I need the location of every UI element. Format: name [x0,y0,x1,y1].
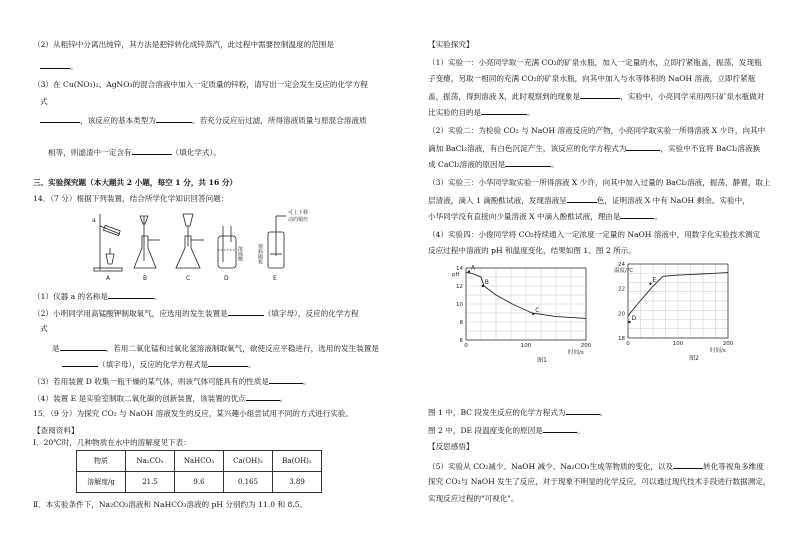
answer-blank[interactable] [481,106,527,115]
q13-3-line-3: ，该反应的基本类型为 。若充分反应后过滤，所得溶液质量与原混合溶液质 [40,114,367,126]
point-label: B [484,279,489,286]
y-tick-label: 12 [456,284,463,290]
point-marker [649,283,651,285]
r-line: 探究 CO₂与 NaOH 发生了反应，对于现象不明显的化学反应，可以通过现代技术手段进行数据测定， [428,477,771,486]
table-cell: Na₂CO₃ [126,451,175,472]
apparatus-e [257,209,308,268]
label-c: C [186,275,191,282]
answer-blank[interactable] [156,114,192,123]
answer-blank[interactable] [108,290,154,299]
x-tick-label: 100 [672,341,684,347]
apparatus-a [92,214,122,271]
q13-3-line-4: 相等，则滤渣中一定含有 （填化学式）。 [48,148,221,157]
answer-blank[interactable] [60,342,106,351]
svg-text:可上下移: 可上下移 [288,210,309,216]
x-tick-label: 0 [464,343,468,349]
y-axis-label: 温度/℃ [614,268,634,274]
chart-title: 图2 [689,355,699,362]
table-cell: 0.165 [224,472,273,493]
y-tick-label: 20 [618,311,625,318]
r-line: 小华同学没有直接向少量溶液 X 中滴入酚酞试液，理由是 。 [428,212,663,221]
table-cell: Ba(OH)₂ [273,451,322,472]
r-line: 层清液，滴入 1 滴酚酞试液，发现溶液呈 色，证明溶液 X 中有 NaOH 剩余。实验中， [428,196,750,205]
r-line: 实现反应过程的"可视化"。 [428,494,519,503]
table-row [77,472,322,493]
svg-text:塑料隔板: 塑料隔板 [257,244,263,264]
y-tick-label: 24 [618,262,625,268]
svg-text:a: a [92,217,96,224]
table-cell: 物质 [77,451,126,472]
q14-4: （4）装置 E 是实验室制取二氧化碳的创新装置，该装置的优点 。 [33,394,288,403]
answer-blank[interactable] [269,375,303,384]
q13-3-line-2: 式 [40,97,48,106]
q14-3: （3）若用装置 D 收集一瓶干燥的某气体，则该气体可能具有的性质是 。 [33,377,311,386]
answer-blank[interactable] [567,194,597,203]
r-line: 盖，振荡，得到溶液 X，此时观察到的现象是 ，实验中，小亮同学采用两只矿泉水瓶做对 [428,92,765,101]
section-explore: 【实验探究】 [428,40,474,49]
table-cell: 溶解度/g [77,472,126,493]
svg-text:浓硫酸: 浓硫酸 [237,246,243,261]
ref-2: Ⅱ．本实验条件下，Na₂CO₃溶液和 NaHCO₃溶液的 pH 分别约为 11.0 和 8.5。 [33,500,308,509]
temperature-chart [600,258,750,366]
label-e: E [273,275,277,282]
q14-2-line-2: 式 [40,324,48,333]
x-tick-label: 200 [722,341,734,347]
apparatus-labels [106,275,277,282]
q15-title: 15．（9 分）为探究 CO₂ 与 NaOH 溶液发生的反应，某兴趣小组尝试用不同的方式进行实验。 [33,409,354,418]
x-tick-label: 0 [626,341,630,347]
svg-text:动的铜丝: 动的铜丝 [288,217,309,223]
table-cell: 21.5 [126,472,175,493]
answer-blank[interactable] [246,392,280,401]
q14-2: （2）小明同学用高锰酸钾制取氧气，应选用的发生装置是 （填字母），反应的化学方程 [33,309,359,318]
point-label: E [652,276,657,284]
apparatus-d [218,226,243,268]
answer-blank[interactable] [673,460,703,469]
point-marker [628,321,630,323]
r-line: 子变瘪，另取一相同的充满 CO₂的矿泉水瓶，向其中加入与水等体积的 NaOH 溶液，立即拧紧瓶 [428,74,756,83]
y-tick-label: 6 [459,338,463,344]
apparatus-c [176,214,204,268]
table-cell: 3.89 [273,472,322,493]
answer-blank[interactable] [620,210,654,219]
r-line: （3）实验三：小华同学取实验一所得溶液 X 少许，向其中加入过量的 BaCl₂溶液，振荡，静置，取上 [428,178,771,187]
label-a: A [106,275,111,282]
solubility-table [76,450,322,493]
r-line: （1）实验一：小亮同学取一充满 CO₂的矿泉水瓶，加入一定量的水，立即拧紧瓶盖，振荡，发现瓶 [428,58,762,67]
point-marker [468,270,470,272]
point-label: A [471,264,476,272]
x-tick-label: 200 [580,343,592,349]
x-axis-label: 时间/s [710,348,726,354]
answer-blank[interactable] [40,114,80,123]
table-cell: 9.6 [175,472,224,493]
table-row [77,451,322,472]
r-line: 图 1 中，BC 段发生反应的化学方程式为 。 [428,408,608,417]
ref-title: 【查阅资料】 [33,426,79,435]
reflection-title: 【反思感悟】 [428,442,474,451]
ph-chart [444,262,614,366]
answer-blank[interactable] [566,406,600,415]
table-cell: NaHCO₃ [175,451,224,472]
answer-blank[interactable] [208,358,248,367]
answer-blank[interactable] [580,90,620,99]
label-d: D [224,275,229,282]
r-line: （4）实验四：小俊同学将 CO₂持续通入一定浓度一定量的 NaOH 溶液中，用数字化实验技术测定 [428,230,761,239]
answer-blank[interactable] [40,60,70,69]
answer-blank[interactable] [132,146,172,155]
q14-1: （1）仪器 a 的名称是 。 [33,292,162,301]
q14-title: 14．（7 分）根据下列装置，结合所学化学知识回答问题： [33,194,229,203]
point-label: C [535,306,540,314]
section-3-title: 三、实验探究题（本大题共 2 小题，每空 1 分，共 16 分） [33,178,238,187]
chart-title: 图1 [537,357,547,364]
q14-2-line-4: （填字母），反应的化学方程式是 。 [62,358,256,370]
x-axis-label: 时间/s [568,350,584,356]
point-label: D [631,314,637,322]
r-line: （2）实验二：为检验 CO₂ 与 NaOH 溶液反应的产物，小亮同学取实验一所得溶液 X 少许，向其中 [428,126,766,135]
r-line: 成 CaCl₂溶液的原因是 。 [428,160,559,169]
point-marker [532,313,534,315]
answer-blank[interactable] [228,307,264,316]
answer-blank[interactable] [626,142,660,151]
y-axis-label: pH [452,272,460,278]
q13-2-line: （2）从粗锌中分离出纯锌，其方法是把锌转化成锌蒸汽，此过程中需要控制温度的范围是 [33,40,334,49]
answer-blank[interactable] [543,424,577,433]
point-marker [482,285,484,287]
y-tick-label: 14 [456,266,463,272]
apparatus-figure [90,206,330,282]
table-cell: Ca(OH)₂ [224,451,273,472]
y-tick-label: 8 [459,320,463,326]
r-line: 滴加 BaCl₂溶液，有白色沉淀产生，该反应的化学方程式为 ，实验中不宜将 BaCl₂溶液换 [428,144,761,153]
y-tick-label: 18 [618,336,625,342]
r-line: （5）实验从 CO₂减少、NaOH 减少、Na₂CO₃生成等物质的变化，以及 转化等视角多维度 [428,462,764,471]
y-tick-label: 22 [618,286,625,293]
ref-1: Ⅰ．20℃时，几种物质在水中的溶解度见下表： [33,438,191,447]
r-line: 图 2 中，DE 段温度变化的原因是 。 [428,426,585,435]
answer-blank[interactable] [62,358,98,367]
apparatus-b [134,216,160,268]
label-b: B [143,275,148,282]
y-tick-label: 10 [456,302,463,308]
q13-3-line: （3）在 Cu(NO₃)₂、AgNO₃的混合溶液中加入一定质量的锌粉，请写出一定会发生反应的化学方程 [33,80,368,89]
q13-2-line-b: 。 [40,60,78,72]
r-line: 反应过程中溶液的 pH 和温度变化，结果如图 1、图 2 所示。 [428,246,636,255]
answer-blank[interactable] [505,158,551,167]
r-line: 比实验的目的是 。 [428,108,535,117]
x-tick-label: 100 [520,343,532,349]
q14-2-line-3: 是 。若用二氧化锰和过氧化氢溶液制取氧气，欲使反应平稳进行，选用的发生装置是 [52,344,379,353]
